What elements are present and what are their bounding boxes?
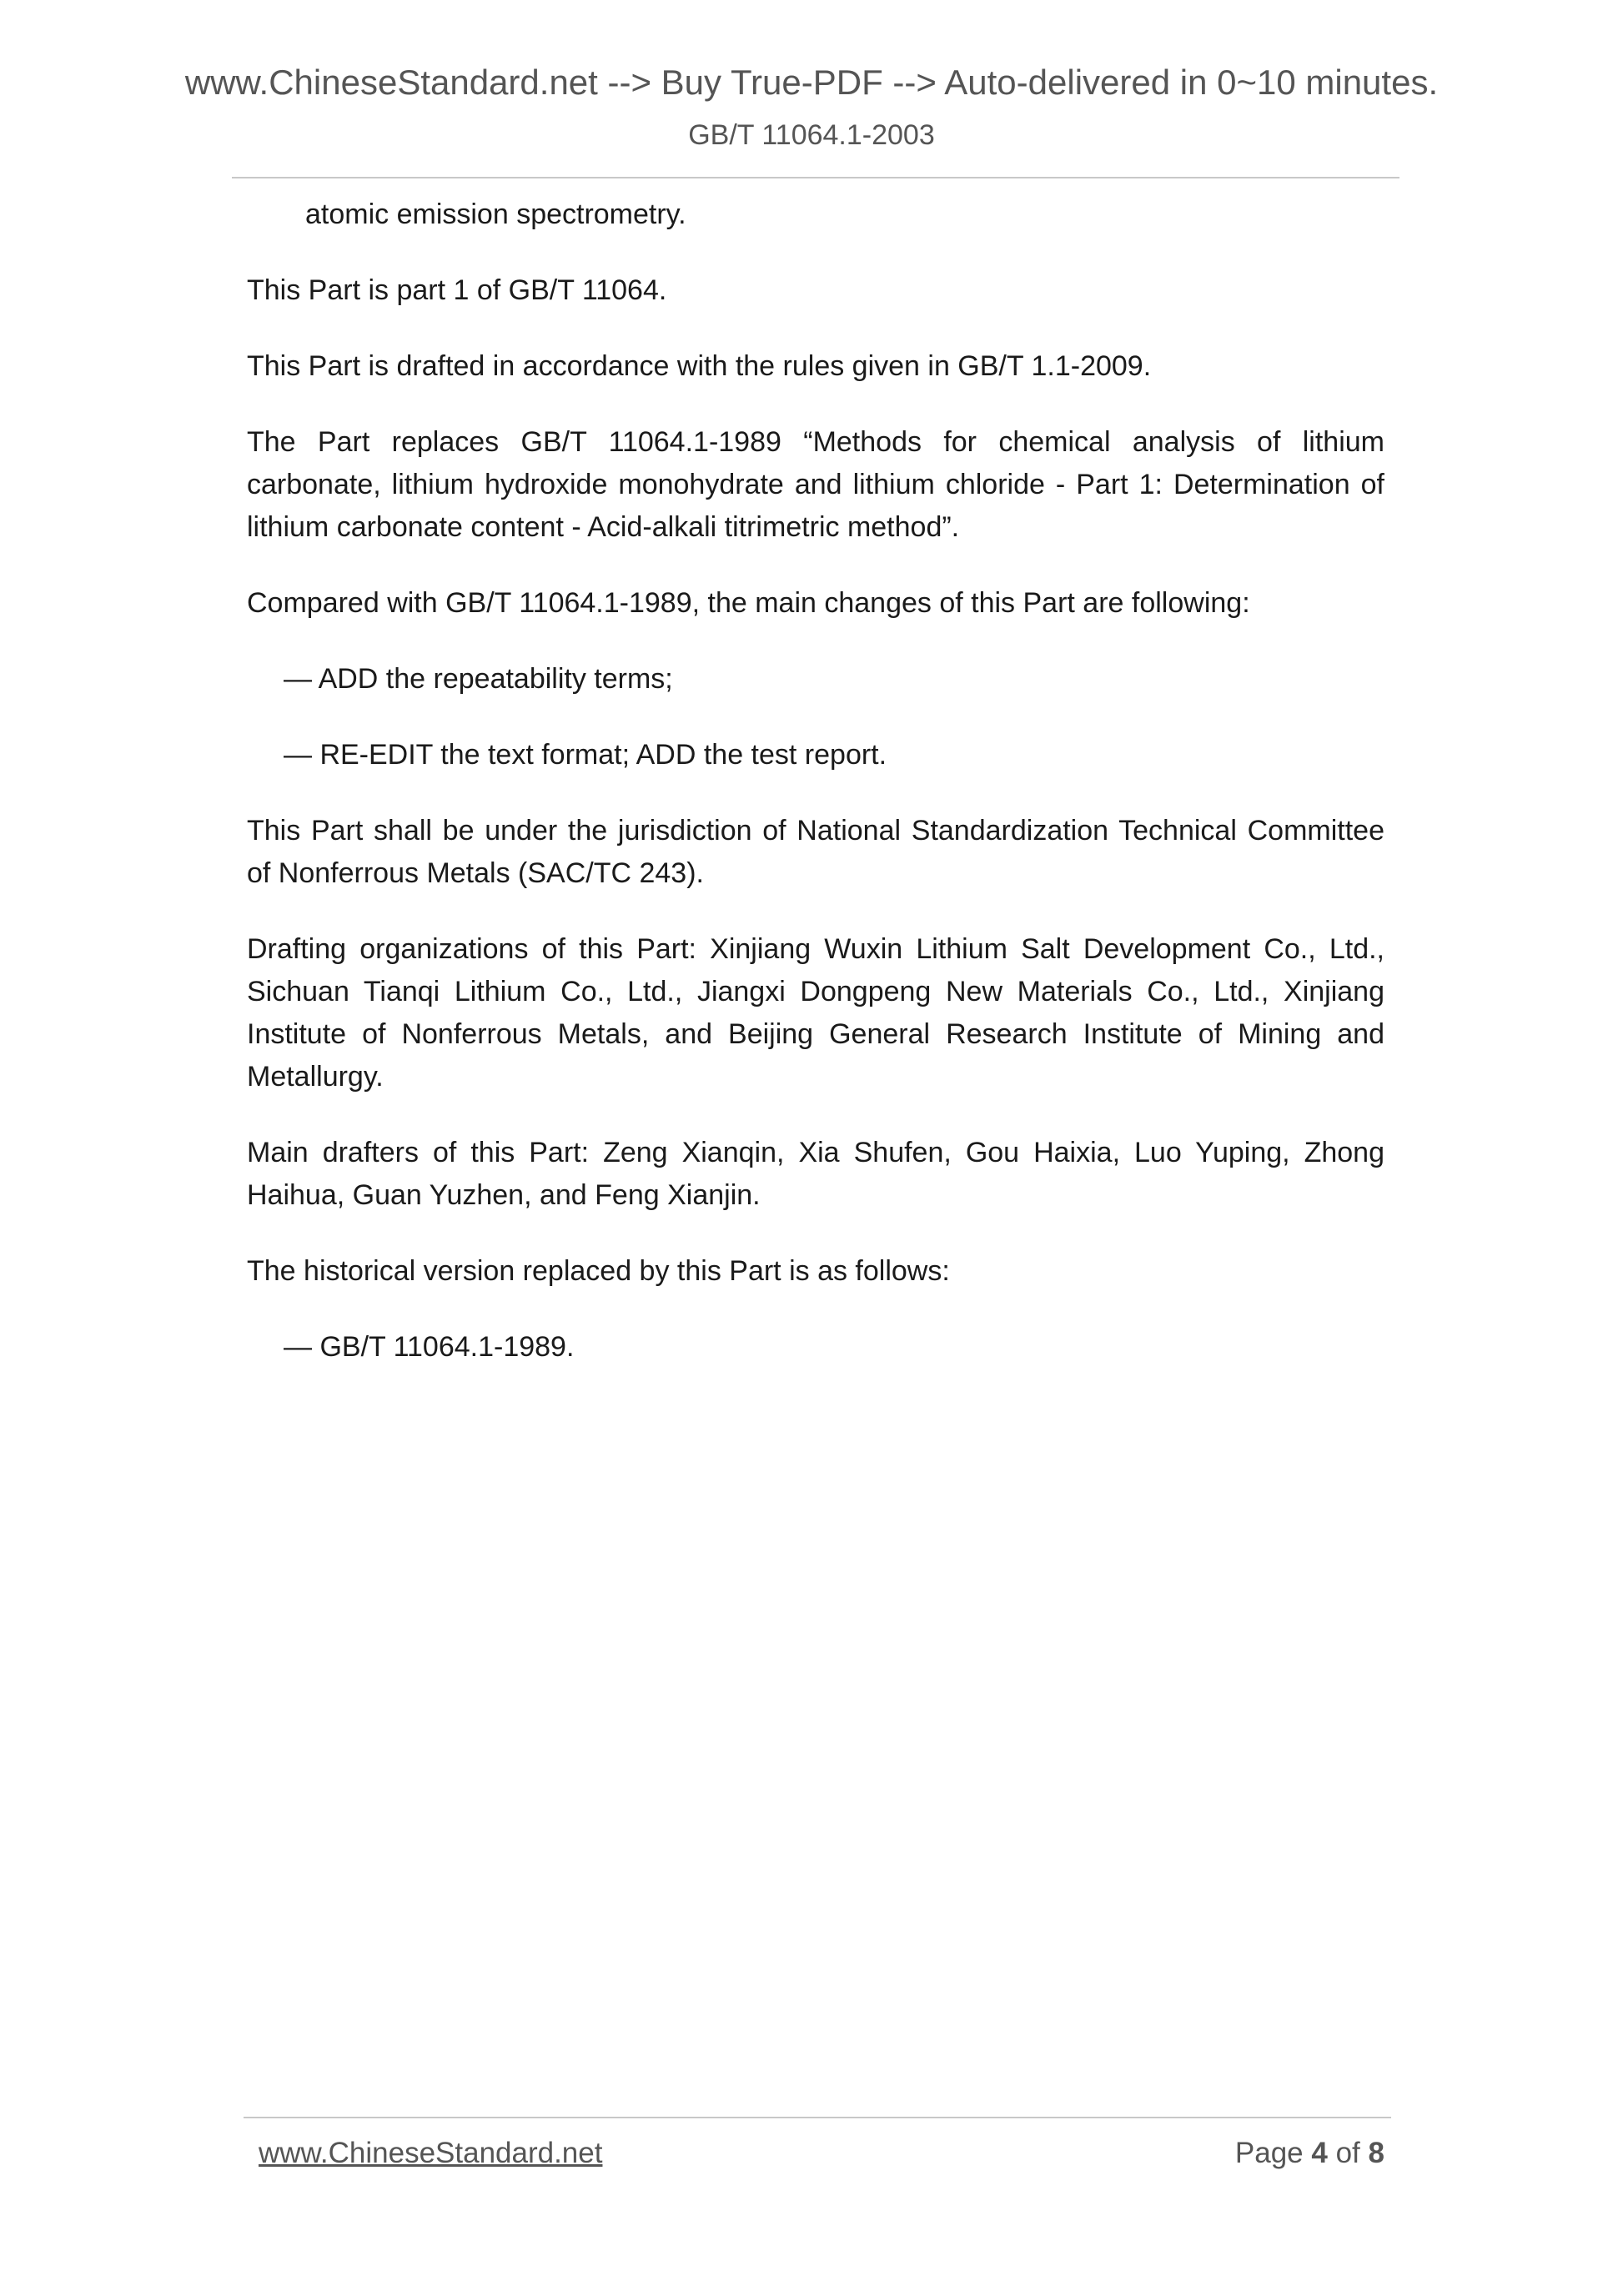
header-divider [232,177,1399,178]
footer-website-link[interactable]: www.ChineseStandard.net [259,2137,603,2169]
footer-divider [244,2117,1391,2118]
list-item-history: — GB/T 11064.1-1989. [284,1331,575,1363]
page-content [247,193,1384,1402]
site-banner[interactable]: www.ChineseStandard.net --> Buy True-PDF --> Auto-delivered in 0~10 minutes. [184,63,1439,102]
page-current: 4 [1311,2137,1328,2169]
paragraph-history-intro: The historical version replaced by this Part is as follows: [247,1255,950,1287]
paragraph-jurisdiction: This Part shall be under the jurisdiction of National Standardization Technical Committee of Nonferrous Metals (SAC/TC 243). [247,815,1384,889]
list-item-change: — ADD the repeatability terms; [284,663,673,695]
page-of: of [1335,2137,1360,2169]
paragraph-drafting-organizations: Drafting organizations of this Part: Xinjiang Wuxin Lithium Salt Development Co., Ltd., Sichuan Tianqi Lithium Co., Ltd., Jiangxi Dongpeng New Materials Co., Ltd., Xinjiang Institute of Nonferrous Metals, and Beijing General Research Institute of Mining and Metallurgy. [247,933,1384,1093]
document-code: GB/T 11064.1-2003 [688,119,935,151]
paragraph-main-drafters: Main drafters of this Part: Zeng Xianqin, Xia Shufen, Gou Haixia, Luo Yuping, Zhong Haihua, Guan Yuzhen, and Feng Xianjin. [247,1137,1384,1211]
paragraph-replaces: The Part replaces GB/T 11064.1-1989 “Methods for chemical analysis of lithium carbonate, lithium hydroxide monohydrate and lithium chloride - Part 1: Determination of lithium carbonate content - Acid-alkali titrimetric method”. [247,426,1384,543]
page-word: Page [1234,2137,1304,2169]
continuation-text: atomic emission spectrometry. [305,198,686,230]
page-indicator [1235,2137,1384,2170]
paragraph-drafting-rules: This Part is drafted in accordance with the rules given in GB/T 1.1-2009. [247,350,1152,382]
list-item-change: — RE-EDIT the text format; ADD the test report. [284,739,887,771]
paragraph-part-number: This Part is part 1 of GB/T 11064. [247,274,667,306]
paragraph-changes-intro: Compared with GB/T 11064.1-1989, the main changes of this Part are following: [247,587,1250,619]
page-total: 8 [1368,2137,1384,2169]
